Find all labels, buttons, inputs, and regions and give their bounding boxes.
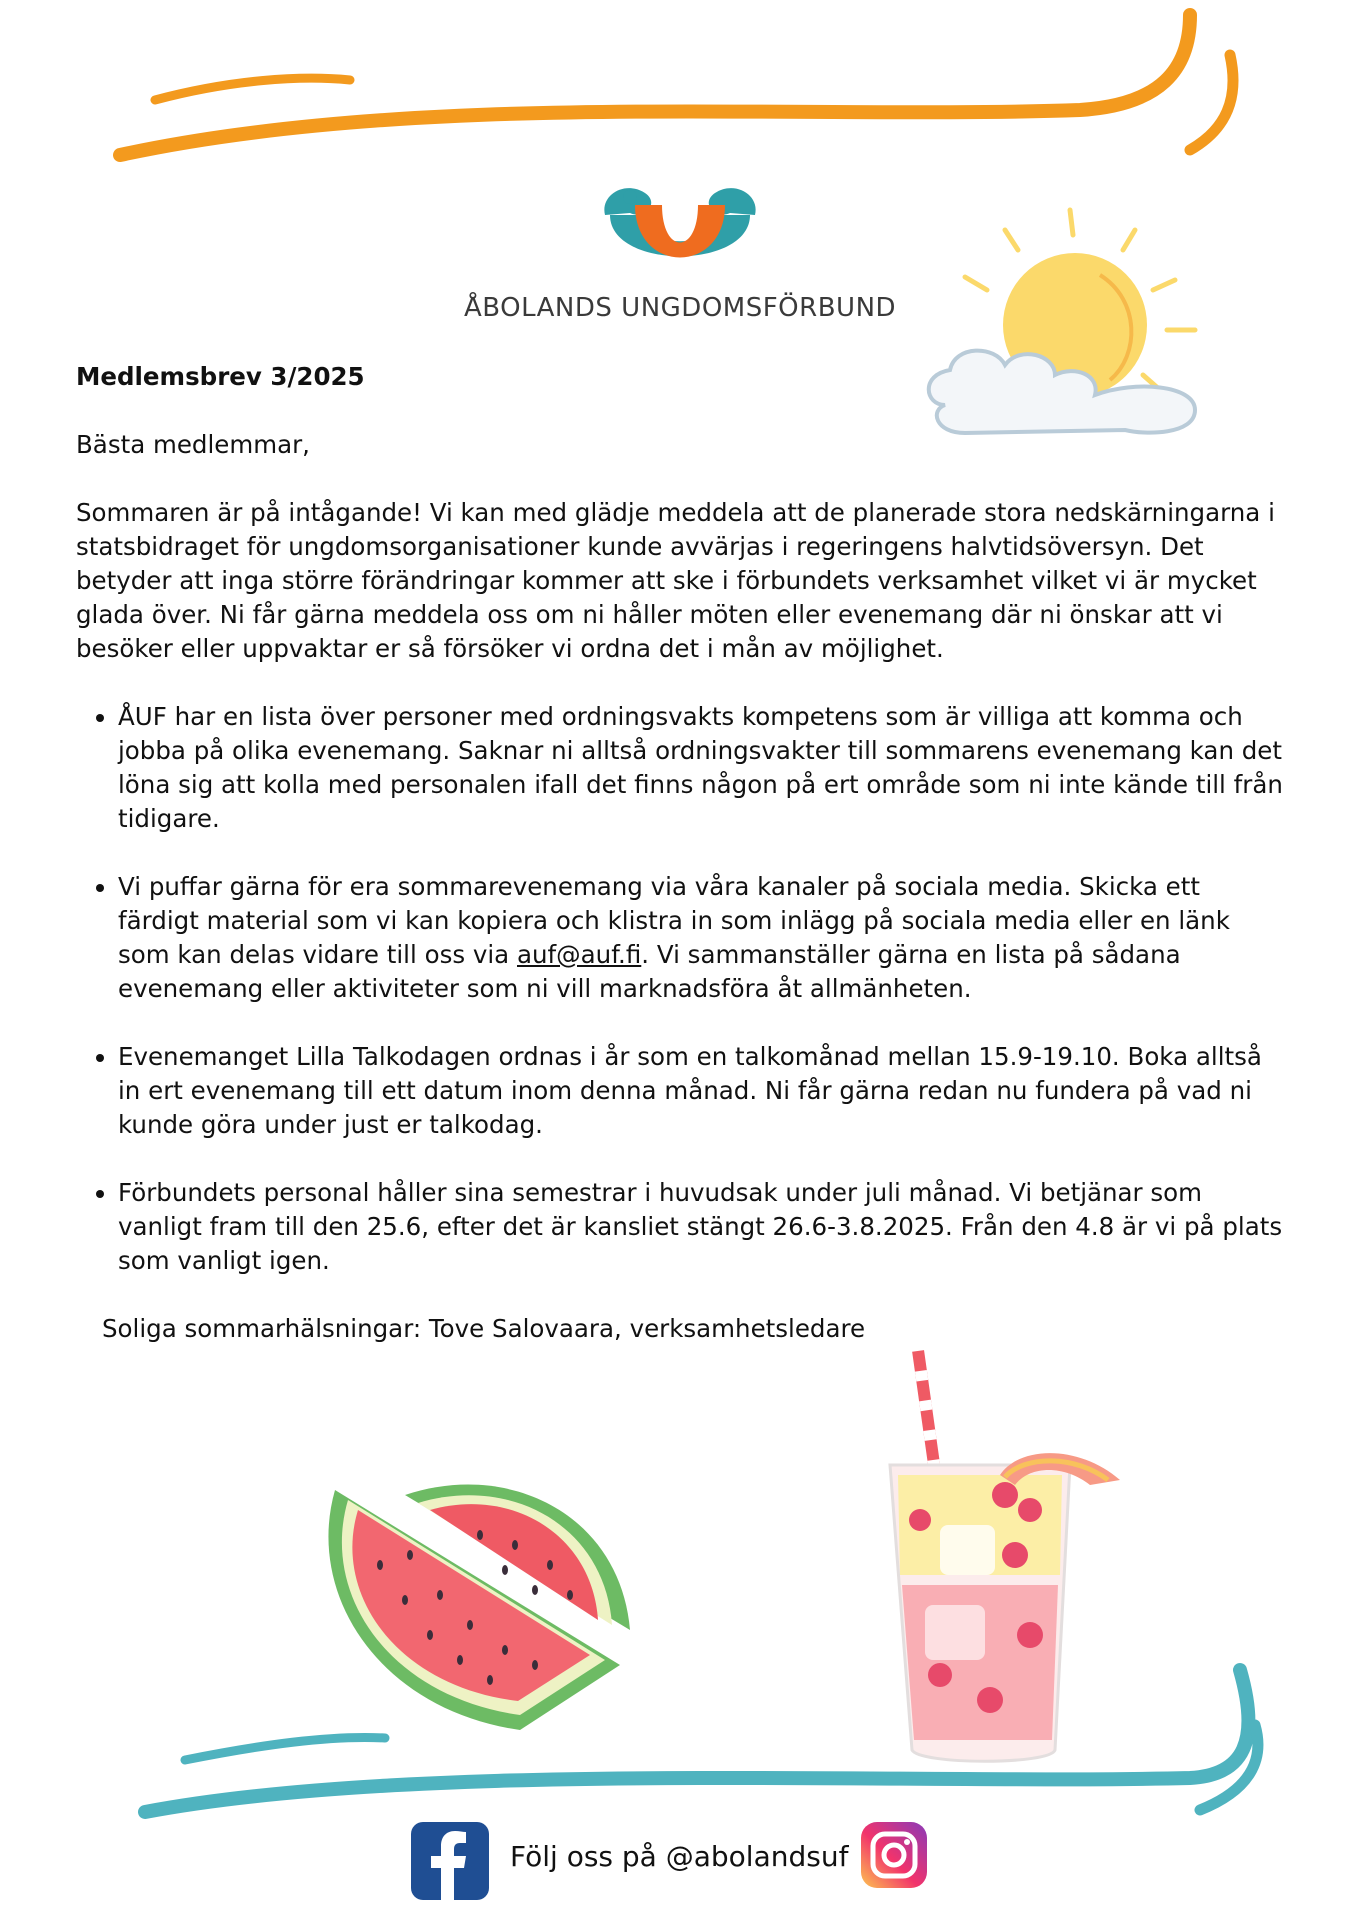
signoff: Soliga sommarhälsningar: Tove Salovaara, verksamhetsledare [102, 1314, 866, 1343]
letter-content [76, 360, 1286, 1346]
list-item: • Evenemanget Lilla Talkodagen ordnas i år som en talkomånad mellan 15.9-19.10. Boka alltså in ert evenemang till ett datum inom denna månad. Ni får gärna redan nu fundera på vad ni kunde göra under just er talkodag. [118, 1040, 1286, 1142]
bottom-teal-swoosh [0, 1650, 1357, 1820]
org-name: ÅBOLANDS UNGDOMSFÖRBUND [463, 293, 897, 323]
list-item: • ÅUF har en lista över personer med ordningsvakts kompetens som är villiga att komma och jobba på olika evenemang. Saknar ni alltså ordningsvakter till sommarens evenemang kan det löna sig att kolla med personalen ifall det finns någon på ert område som ni inte kände till från tidigare. [118, 700, 1286, 836]
letter-title: Medlemsbrev 3/2025 [76, 362, 365, 391]
intro-paragraph: Sommaren är på intågande! Vi kan med glädje meddela att de planerade stora nedskärningarna i statsbidraget för ungdomsorganisationer kunde avvärjas i regeringens halvtidsöversyn. Det betyder att inga större förändringar kommer att ske i förbundets verksamhet vilket vi är mycket glada över. Ni får gärna meddela oss om ni håller möten eller evenemang där ni önskar att vi besöker eller uppvaktar er så försöker vi ordna det i mån av möjlighet. [76, 498, 1275, 663]
follow-text: Följ oss på @abolandsuf [510, 1840, 849, 1873]
instagram-icon[interactable] [861, 1822, 927, 1888]
list-item [118, 870, 1286, 1006]
bullet-text-after: . Vi sammanställer gärna en lista på sådana evenemang eller aktiviteter som ni vill marknadsföra åt allmänheten. [118, 940, 1181, 1003]
top-orange-swoosh [0, 0, 1357, 180]
facebook-icon[interactable] [411, 1822, 489, 1900]
bullet-list [76, 700, 1286, 1278]
greeting: Bästa medlemmar, [76, 430, 310, 459]
list-item: • Förbundets personal håller sina semestrar i huvudsak under juli månad. Vi betjänar som vanligt fram till den 25.6, efter det är kansliet stängt 26.6-3.8.2025. Från den 4.8 är vi på plats som vanligt igen. [118, 1176, 1286, 1278]
auf-logo [590, 175, 770, 285]
bullet-text-before: Vi puffar gärna för era sommarevenemang via våra kanaler på sociala media. Skicka ett färdigt material som vi kan kopiera och klistra in som inlägg på sociala media eller en länk som kan delas vidare till oss via [118, 872, 1230, 969]
email-link[interactable]: auf@auf.fi [517, 940, 642, 969]
